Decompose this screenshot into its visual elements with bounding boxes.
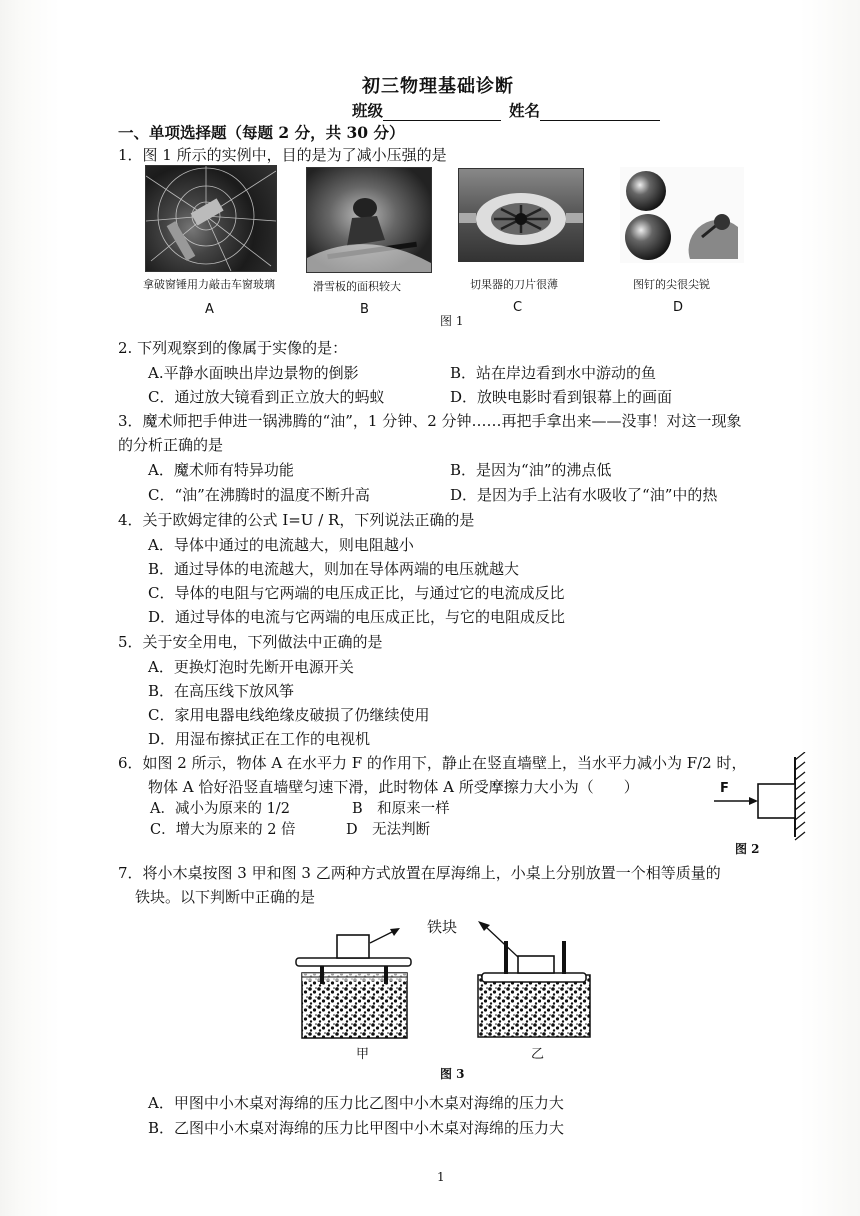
q7-stem-line1: 7．将小木桌按图 3 甲和图 3 乙两种方式放置在厚海绵上，小桌上分别放置一个相等质量的: [118, 864, 721, 882]
page-title: 初三物理基础诊断: [362, 76, 514, 97]
class-blank[interactable]: [383, 106, 501, 121]
q1-caption-c: 切果器的刀片很薄: [470, 278, 558, 291]
q4-option-b[interactable]: B．通过导体的电流越大，则加在导体两端的电压就越大: [148, 560, 520, 578]
thumbtack-photo: [620, 167, 744, 263]
hammer-glass-photo: [145, 165, 277, 272]
q4-option-d[interactable]: D．通过导体的电流与它两端的电压成正比，与它的电阻成反比: [148, 608, 566, 626]
q4-stem: 4．关于欧姆定律的公式 I=U / R，下列说法正确的是: [118, 511, 475, 529]
q5-option-d[interactable]: D．用湿布擦拭正在工作的电视机: [148, 730, 371, 748]
q2-option-d[interactable]: D．放映电影时看到银幕上的画面: [450, 388, 673, 406]
figure-2-diagram: [700, 752, 815, 852]
class-label: 班级: [352, 101, 384, 120]
q5-stem: 5．关于安全用电，下列做法中正确的是: [118, 633, 383, 651]
q1-letter-c: C: [513, 300, 523, 315]
q2-option-a[interactable]: A.平静水面映出岸边景物的倒影: [148, 364, 359, 382]
q6-figure-label: 图 2: [735, 842, 760, 856]
q5-option-a[interactable]: A．更换灯泡时先断开电源开关: [148, 658, 354, 676]
thumbtack-icon: [620, 167, 744, 263]
q7-option-b[interactable]: B．乙图中小木桌对海绵的压力比甲图中小木桌对海绵的压力大: [148, 1119, 565, 1137]
q2-option-b[interactable]: B．站在岸边看到水中游动的鱼: [450, 364, 657, 382]
page-number: 1: [437, 1170, 445, 1184]
cutter-icon: [459, 169, 583, 261]
jia-label: 甲: [356, 1047, 370, 1062]
q2-stem: 2. 下列观察到的像属于实像的是：: [118, 339, 348, 357]
ski-photo: [306, 167, 432, 273]
q1-caption-a: 拿破窗锤用力敲击车窗玻璃: [143, 278, 275, 291]
q6-stem-line2: 物体 A 恰好沿竖直墙壁匀速下滑，此时物体 A 所受摩擦力大小为（ ）: [148, 778, 639, 796]
q1-figure-label: 图 1: [440, 314, 464, 328]
name-label: 姓名: [509, 101, 541, 120]
iron-label: 铁块: [427, 918, 458, 936]
q7-figure-label: 图 3: [440, 1067, 465, 1081]
table-upright: [296, 928, 411, 1038]
q4-option-a[interactable]: A．导体中通过的电流越大，则电阻越小: [148, 536, 414, 554]
force-label: F: [720, 781, 729, 796]
q2-option-c[interactable]: C．通过放大镜看到正立放大的蚂蚁: [148, 388, 385, 406]
fruit-cutter-photo: [458, 168, 584, 262]
q1-letter-a: A: [205, 302, 214, 317]
q3-stem-line2: 的分析正确的是: [118, 436, 224, 454]
q6-option-b[interactable]: B 和原来一样: [352, 801, 450, 817]
q3-stem-line1: 3．魔术师把手伸进一锅沸腾的“油”，1 分钟、2 分钟……再把手拿出来——没事！对这一现象: [118, 412, 742, 430]
q7-option-a[interactable]: A．甲图中小木桌对海绵的压力比乙图中小木桌对海绵的压力大: [148, 1094, 564, 1112]
q6-option-c[interactable]: C．增大为原来的 2 倍: [150, 822, 296, 838]
q7-stem-line2: 铁块。以下判断中正确的是: [135, 888, 316, 906]
section-heading: 一、单项选择题（每题 2 分，共 30 分）: [118, 123, 405, 142]
q5-option-c[interactable]: C．家用电器电线绝缘皮破损了仍继续使用: [148, 706, 430, 724]
q3-option-d[interactable]: D．是因为手上沾有水吸收了“油”中的热: [450, 486, 718, 504]
q6-option-a[interactable]: A．减小为原来的 1/2: [150, 801, 290, 817]
q6-option-d[interactable]: D 无法判断: [346, 822, 431, 838]
skier-icon: [307, 168, 431, 272]
q1-caption-d: 图钉的尖很尖锐: [633, 278, 710, 291]
q1-letter-b: B: [360, 302, 369, 317]
table-inverted: [478, 921, 590, 1037]
q6-stem-line1: 6．如图 2 所示，物体 A 在水平力 F 的作用下，静止在竖直墙壁上，当水平力减小为 F/2 时，: [118, 754, 747, 772]
q4-option-c[interactable]: C．导体的电阻与它两端的电压成正比，与通过它的电流成反比: [148, 584, 565, 602]
name-blank[interactable]: [540, 106, 660, 121]
class-name-line: [352, 99, 660, 121]
q1-caption-b: 滑雪板的面积较大: [313, 280, 401, 293]
q5-option-b[interactable]: B．在高压线下放风筝: [148, 682, 295, 700]
q1-stem: 1．图 1 所示的实例中，目的是为了减小压强的是: [118, 146, 447, 164]
q3-option-c[interactable]: C．“油”在沸腾时的温度不断升高: [148, 486, 370, 504]
q3-option-a[interactable]: A．魔术师有特异功能: [148, 461, 294, 479]
q1-letter-d: D: [673, 300, 684, 315]
q3-option-b[interactable]: B．是因为“油”的沸点低: [450, 461, 612, 479]
cracked-glass-icon: [146, 166, 276, 271]
yi-label: 乙: [531, 1047, 545, 1062]
